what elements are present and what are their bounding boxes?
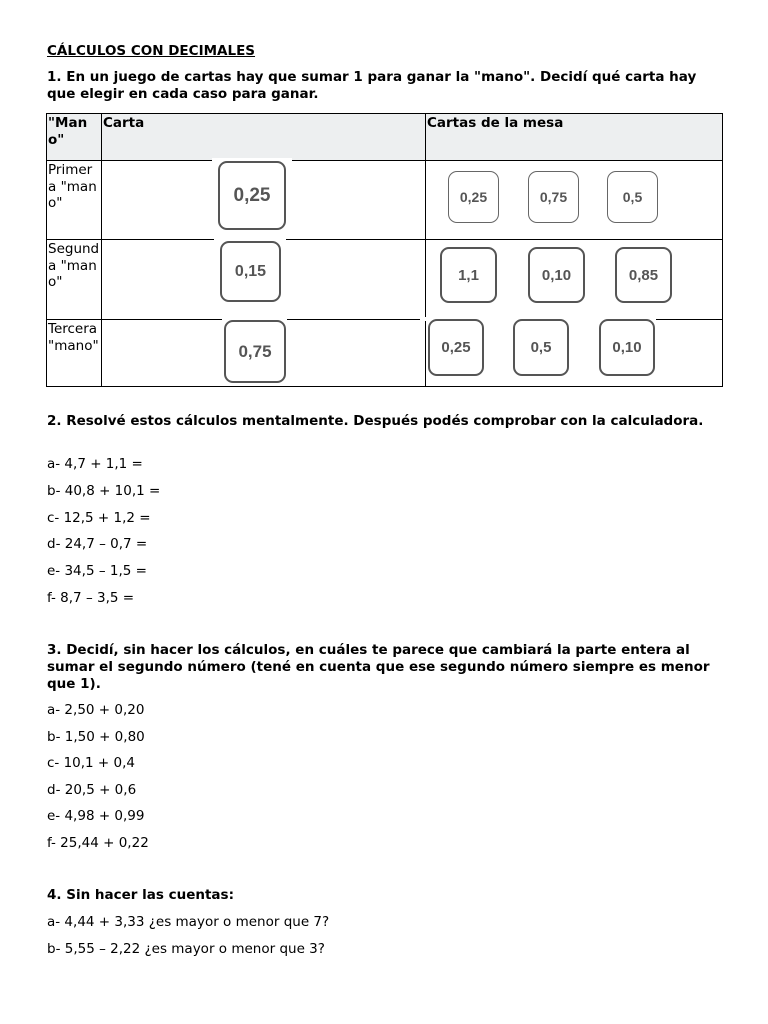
header-carta: Carta [103, 115, 145, 131]
row-label-2: Segunda "mano" [48, 241, 100, 290]
card-mesa-3-1: 0,25 [428, 319, 484, 376]
q3-item-a: a- 2,50 + 0,20 [47, 702, 145, 718]
q2-item-b: b- 40,8 + 10,1 = [47, 483, 161, 499]
card-carta-1: 0,25 [218, 161, 286, 230]
card-carta-2: 0,15 [220, 241, 281, 302]
q4-item-a: a- 4,44 + 3,33 ¿es mayor o menor que 7? [47, 914, 330, 930]
q3-item-c: c- 10,1 + 0,4 [47, 755, 136, 771]
cards-table-header [47, 114, 723, 161]
card-mesa-2-2: 0,10 [528, 247, 585, 303]
header-mano: "Mano" [48, 115, 88, 148]
card-mesa-1-1: 0,25 [448, 171, 499, 223]
q2-item-e: e- 34,5 – 1,5 = [47, 563, 147, 579]
worksheet-title: CÁLCULOS CON DECIMALES [47, 43, 256, 59]
card-mesa-3-3: 0,10 [599, 319, 655, 376]
q3-item-d: d- 20,5 + 0,6 [47, 782, 137, 798]
q3-item-b: b- 1,50 + 0,80 [47, 729, 145, 745]
q2-item-a: a- 4,7 + 1,1 = [47, 456, 143, 472]
card-carta-3: 0,75 [224, 320, 286, 383]
question-2-text: 2. Resolvé estos cálculos mentalmente. Después podés comprobar con la calculadora. [47, 413, 704, 429]
q2-item-f: f- 8,7 – 3,5 = [47, 590, 135, 606]
q2-item-c: c- 12,5 + 1,2 = [47, 510, 151, 526]
q4-item-b: b- 5,55 – 2,22 ¿es mayor o menor que 3? [47, 941, 325, 957]
row-label-1: Primera "mano" [48, 162, 97, 211]
question-1-text: 1. En un juego de cartas hay que sumar 1 para ganar la "mano". Decidí qué carta hay que elegir en cada caso para ganar. [47, 69, 697, 102]
card-mesa-2-1: 1,1 [440, 247, 497, 303]
card-mesa-3-2: 0,5 [513, 319, 569, 376]
q3-item-e: e- 4,98 + 0,99 [47, 808, 145, 824]
row-label-3: Tercera "mano" [48, 321, 99, 354]
question-3-text: 3. Decidí, sin hacer los cálculos, en cuáles te parece que cambiará la parte entera al sumar el segundo número (tené en cuenta que ese segundo número siempre es menor que 1). [47, 642, 710, 692]
header-cartas-mesa: Cartas de la mesa [427, 115, 564, 131]
q3-item-f: f- 25,44 + 0,22 [47, 835, 149, 851]
card-mesa-2-3: 0,85 [615, 247, 672, 303]
q2-item-d: d- 24,7 – 0,7 = [47, 536, 148, 552]
card-mesa-1-2: 0,75 [528, 171, 579, 223]
card-mesa-1-3: 0,5 [607, 171, 658, 223]
question-4-text: 4. Sin hacer las cuentas: [47, 887, 234, 903]
